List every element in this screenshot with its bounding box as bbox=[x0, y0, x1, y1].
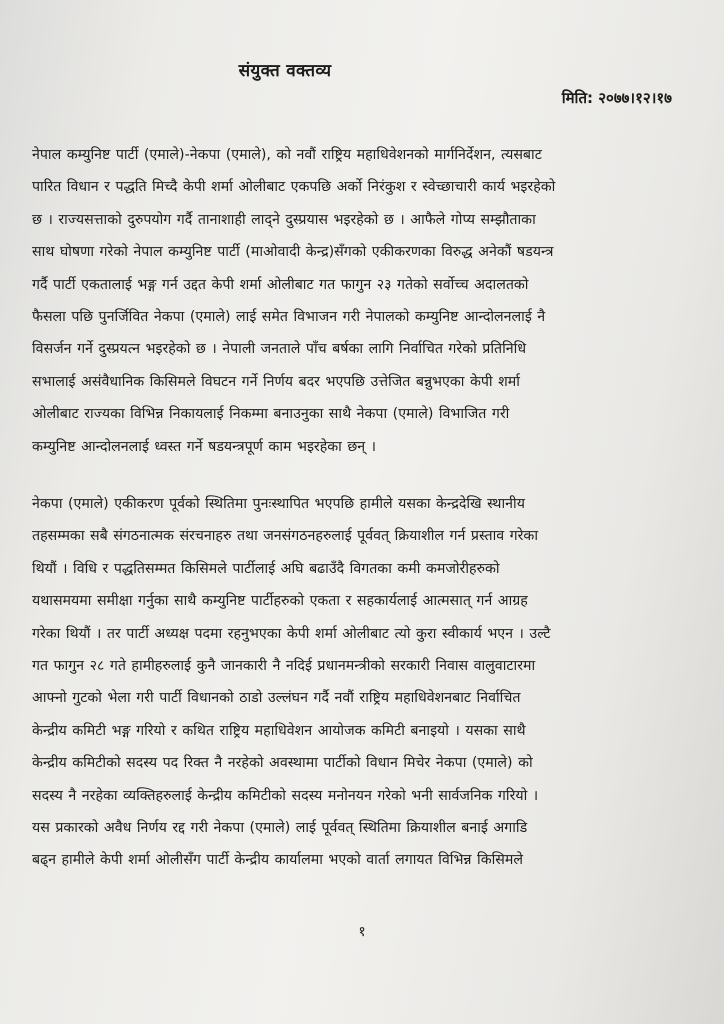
paragraph-line: यस प्रकारको अवैध निर्णय रद्द गरी नेकपा (एमाले) लाई पूर्ववत् स्थितिमा क्रियाशील बनाई अगाडि bbox=[32, 820, 528, 837]
paragraph-line: गर्दै पार्टी एकतालाई भङ्ग गर्न उद्दत केपी शर्मा ओलीबाट गत फागुन २३ गतेको सर्वोच्च अदालतको bbox=[32, 276, 529, 293]
paragraph-line: तहसम्मका सबै संगठनात्मक संरचनाहरु तथा जनसंगठनहरुलाई पूर्ववत् क्रियाशील गर्न प्रस्ताव गरेका bbox=[32, 528, 539, 545]
paragraph-line: आफ्नो गुटको भेला गरी पार्टी विधानको ठाडो उल्लंघन गर्दै नवौं राष्ट्रिय महाधिवेशनबाट निर्वाचित bbox=[32, 690, 521, 707]
paragraph-line: फैसला पछि पुनर्जिवित नेकपा (एमाले) लाई समेत विभाजन गरी नेपालको कम्युनिष्ट आन्दोलनलाई नै bbox=[32, 309, 546, 326]
paragraph-1 bbox=[32, 139, 692, 463]
paragraph-line: थियौं । विधि र पद्धतिसम्मत किसिमले पार्टीलाई अघि बढाउँदै विगतका कमी कमजोरीहरुको bbox=[32, 560, 500, 577]
paragraph-line: गत फागुन २८ गते हामीहरुलाई कुनै जानकारी नै नदिई प्रधानमन्त्रीको सरकारी निवास वालुवाटारमा bbox=[32, 658, 536, 675]
document-title: संयुक्त वक्तव्य bbox=[238, 61, 332, 81]
paragraph-line: केन्द्रीय कमिटी भङ्ग गरियो र कथित राष्ट्रिय महाधिवेशन आयोजक कमिटी बनाइयो । यसका साथै bbox=[32, 722, 526, 739]
paragraph-line: नेपाल कम्युनिष्ट पार्टी (एमाले)-नेकपा (एमाले), को नवौं राष्ट्रिय महाधिवेशनको मार्गनिर्देशन, त्यसबाट bbox=[32, 147, 542, 163]
document-date: मिति: २०७७।१२।१७ bbox=[561, 89, 672, 107]
paragraph-line: बढ्न हामीले केपी शर्मा ओलीसँग पार्टी केन्द्रीय कार्यालमा भएको वार्ता लगायत विभिन्न किसिमले bbox=[32, 852, 523, 869]
paragraph-line: ओलीबाट राज्यका विभिन्न निकायलाई निकम्मा बनाउनुका साथै नेकपा (एमाले) विभाजित गरी bbox=[32, 406, 510, 423]
paragraph-line: साथ घोषणा गरेको नेपाल कम्युनिष्ट पार्टी (माओवादी केन्द्र)सँगको एकीकरणका विरुद्ध अनेकौं षडयन्त्र bbox=[32, 244, 554, 261]
paragraph-line: पारित विधान र पद्धति मिच्दै केपी शर्मा ओलीबाट एकपछि अर्को निरंकुश र स्वेच्छाचारी कार्य भइरहेको bbox=[32, 179, 556, 196]
paragraph-line: सदस्य नै नरहेका व्यक्तिहरुलाई केन्द्रीय कमिटीको सदस्य मनोनयन गरेको भनी सार्वजनिक गरियो । bbox=[32, 787, 539, 804]
paragraph-line: छ । राज्यसत्ताको दुरुपयोग गर्दै तानाशाही लाद्ने दुस्प्रयास भइरहेको छ । आफैले गोप्य सम्झौताका bbox=[32, 211, 536, 228]
paragraph-line: यथासमयमा समीक्षा गर्नुका साथै कम्युनिष्ट पार्टीहरुको एकता र सहकार्यलाई आत्मसात् गर्न आग्रह bbox=[32, 593, 528, 610]
page-number: १ bbox=[358, 924, 366, 940]
paragraph-line: गरेका थियौं । तर पार्टी अध्यक्ष पदमा रहनुभएका केपी शर्मा ओलीबाट त्यो कुरा स्वीकार्य भएन । उल्टै bbox=[32, 625, 551, 642]
paragraph-line: नेकपा (एमाले) एकीकरण पूर्वको स्थितिमा पुनःस्थापित भएपछि हामीले यसका केन्द्रदेखि स्थानीय bbox=[32, 496, 525, 512]
paragraph-line: सभालाई असंवैधानिक किसिमले विघटन गर्ने निर्णय बदर भएपछि उत्तेजित बन्नुभएका केपी शर्मा bbox=[32, 373, 520, 390]
paragraph-line: विसर्जन गर्ने दुस्प्रयत्न भइरहेको छ । नेपाली जनताले पाँच बर्षका लागि निर्वाचित गरेको प्रतिनिधि bbox=[32, 341, 527, 358]
paragraph-2 bbox=[32, 488, 692, 877]
paragraph-line: केन्द्रीय कमिटीको सदस्य पद रिक्त नै नरहेको अवस्थामा पार्टीको विधान मिचेर नेकपा (एमाले) को bbox=[32, 755, 533, 772]
paragraph-line: कम्युनिष्ट आन्दोलनलाई ध्वस्त गर्ने षडयन्त्रपूर्ण काम भइरहेका छन् । bbox=[32, 438, 377, 455]
